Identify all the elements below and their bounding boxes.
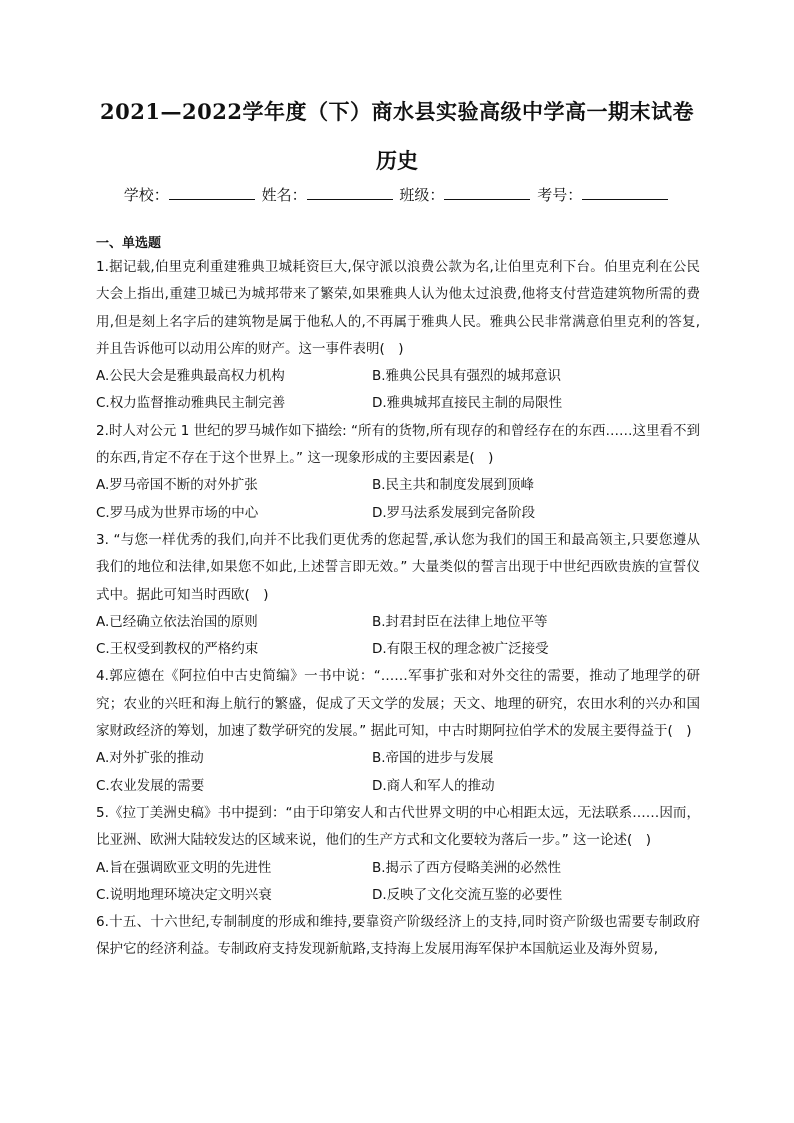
option-a: A.旨在强调欧亚文明的先进性	[96, 859, 272, 876]
question-5-options	[96, 855, 700, 910]
subject-title: 历史	[376, 148, 418, 173]
option-b: B.帝国的进步与发展	[372, 750, 494, 767]
exam-number-label: 考号：	[537, 186, 583, 204]
option-a: A.已经确立依法治国的原则	[96, 613, 258, 630]
question-list	[96, 234, 700, 964]
option-b: B.封君封臣在法律上地位平等	[372, 613, 548, 630]
class-label: 班级：	[399, 186, 445, 204]
option-d: D.有限王权的理念被广泛接受	[372, 641, 549, 658]
school-blank[interactable]	[169, 185, 255, 200]
option-d: D.商人和军人的推动	[372, 777, 495, 794]
question-2-stem: 2.时人对公元 1 世纪的罗马城作如下描绘: “所有的货物,所有现存的和曾经存在的东西……这里看不到的东西,肯定不存在于这个世界上。” 这一现象形成的主要因素是( )	[96, 422, 700, 467]
question-5-stem: 5.《拉丁美洲史稿》书中提到：“由于印第安人和古代世界文明的中心相距太远，无法联系……因而，比亚洲、欧洲大陆较发达的区域来说，他们的生产方式和文化要较为落后一步。” 这一论述( )	[96, 804, 700, 849]
question-1-options	[96, 363, 700, 418]
option-c: C.农业发展的需要	[96, 777, 205, 794]
exam-title: 2021—2022学年度（下）商水县实验高级中学高一期末试卷	[100, 99, 694, 124]
option-d: D.罗马法系发展到完备阶段	[372, 504, 536, 521]
option-a: A.公民大会是雅典最高权力机构	[96, 368, 285, 385]
name-blank[interactable]	[307, 185, 393, 200]
class-blank[interactable]	[444, 185, 530, 200]
student-info-line	[0, 184, 794, 205]
option-b: B.揭示了西方侵略美洲的必然性	[372, 859, 562, 876]
name-label: 姓名：	[261, 186, 307, 204]
question-2-options	[96, 472, 700, 527]
option-b: B.民主共和制度发展到顶峰	[372, 477, 535, 494]
option-d: D.雅典城邦直接民主制的局限性	[372, 395, 563, 412]
question-3-stem: 3. “与您一样优秀的我们,向并不比我们更优秀的您起誓,承认您为我们的国王和最高领主,只要您遵从我们的地位和法律,如果您不如此,上述誓言即无效。” 大量类似的誓言出现于中世纪西欧贵族的宣誓仪式中。据此可知当时西欧( )	[96, 531, 700, 603]
exam-number-blank[interactable]	[582, 185, 668, 200]
school-label: 学校：	[123, 186, 169, 204]
question-1-stem: 1.据记载,伯里克利重建雅典卫城耗资巨大,保守派以浪费公款为名,让伯里克利下台。伯里克利在公民大会上指出,重建卫城已为城邦带来了繁荣,如果雅典人认为他太过浪费,他将支付营造建筑物所需的费用,但是刻上名字后的建筑物是属于他私人的,不再属于雅典人民。雅典公民非常满意伯里克利的答复,并且告诉他可以动用公库的财产。这一事件表明( )	[96, 259, 700, 357]
option-c: C.权力监督推动雅典民主制完善	[96, 395, 286, 412]
question-3-options	[96, 609, 700, 664]
option-a: A.对外扩张的推动	[96, 750, 204, 767]
question-4-stem: 4.郭应德在《阿拉伯中古史简编》一书中说：“……军事扩张和对外交往的需要，推动了地理学的研究；农业的兴旺和海上航行的繁盛，促成了天文学的发展；天文、地理的研究，农田水利的兴办和国家财政经济的筹划，加速了数学研究的发展。” 据此可知，中古时期阿拉伯学术的发展主要得益于( )	[96, 668, 700, 740]
option-d: D.反映了文化交流互鉴的必要性	[372, 886, 563, 903]
option-c: C.罗马成为世界市场的中心	[96, 504, 259, 521]
question-4-options	[96, 745, 700, 800]
option-b: B.雅典公民具有强烈的城邦意识	[372, 368, 562, 385]
section-heading: 一、单选题	[96, 236, 162, 251]
option-a: A.罗马帝国不断的对外扩张	[96, 477, 258, 494]
option-c: C.王权受到教权的严格约束	[96, 641, 259, 658]
option-c: C.说明地理环境决定文明兴衰	[96, 886, 272, 903]
question-6-stem: 6.十五、十六世纪,专制制度的形成和维持,要靠资产阶级经济上的支持,同时资产阶级也需要专制政府保护它的经济利益。专制政府支持发现新航路,支持海上发展用海军保护本国航运业及海外贸易,	[96, 914, 700, 958]
